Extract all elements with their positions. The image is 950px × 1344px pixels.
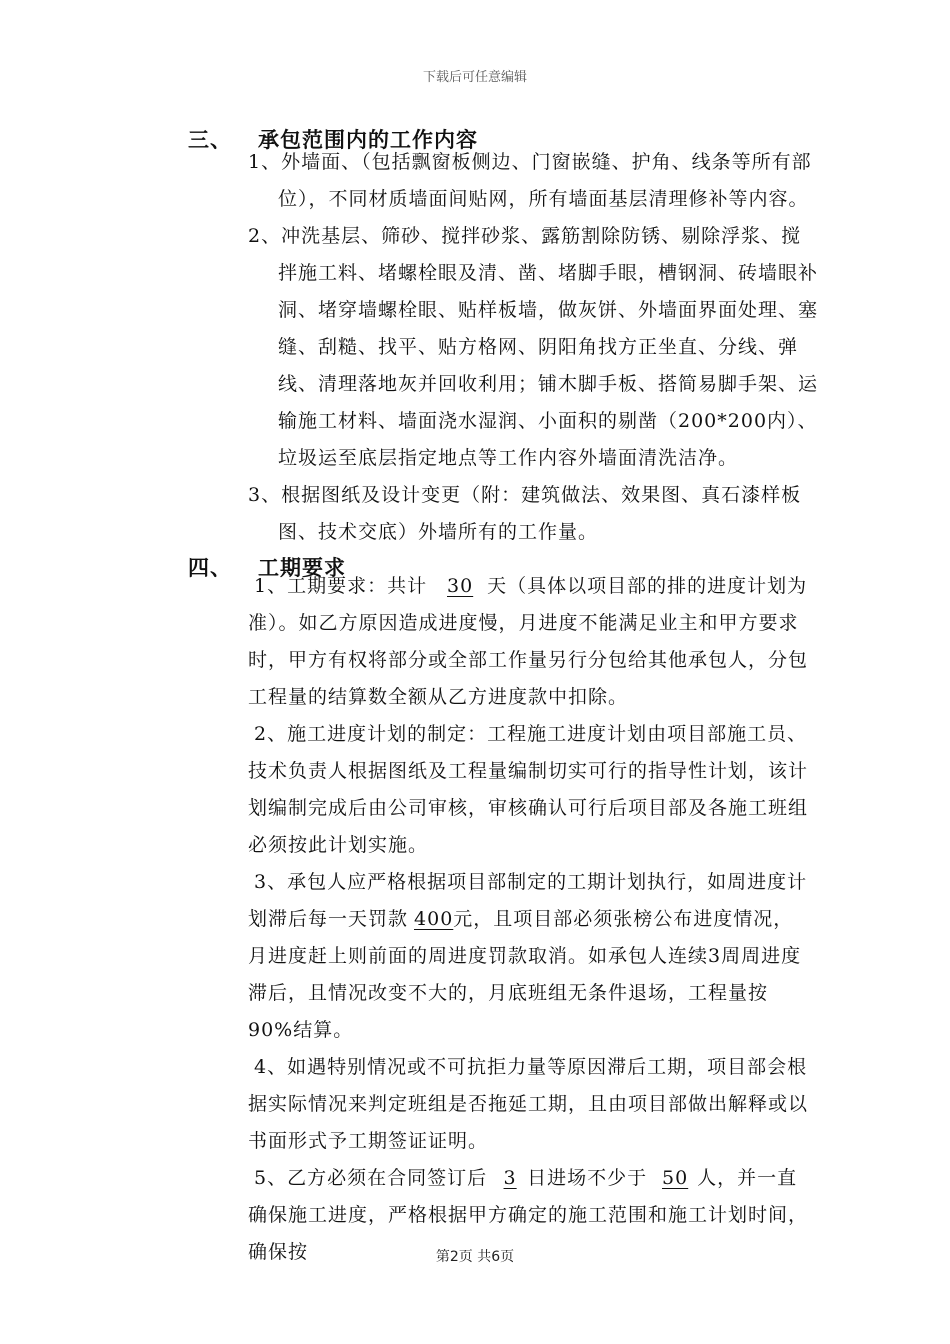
- section-3-number: 三、: [188, 128, 232, 152]
- p1-text-after: 天（具体以项目部的排的进度计划为准）。如乙方原因造成进度慢，月进度不能满足业主和甲方要求时，甲方有权将部分或全部工作量另行分包给其他承包人，分包工程量的结算数全额从乙方进度款中扣除。: [248, 575, 809, 708]
- section-4-body: [248, 568, 810, 1271]
- page-header: 下载后可任意编辑: [422, 70, 527, 85]
- p5-text-before: 5、乙方必须在合同签订后: [254, 1167, 488, 1189]
- section-3-item-1: 1、外墙面、（包括飘窗板侧边、门窗嵌缝、护角、线条等所有部位），不同材质墙面间贴网，所有墙面基层清理修补等内容。: [248, 151, 812, 210]
- section-3-title: 承包范围内的工作内容: [258, 128, 478, 152]
- schedule-paragraph-2: 2、施工进度计划的制定：工程施工进度计划由项目部施工员、技术负责人根据图纸及工程量编制切实可行的指导性计划，该计划编制完成后由公司审核，审核确认可行后项目部及各施工班组必须按此计划实施。: [248, 723, 809, 856]
- duration-days-value: 30: [447, 575, 474, 597]
- daily-fine-value: 400: [414, 908, 454, 930]
- page-footer: 第2页 共6页: [435, 1249, 515, 1265]
- section-4-title: 工期要求: [258, 556, 346, 580]
- section-3-item-3: 3、根据图纸及设计变更（附：建筑做法、效果图、真石漆样板图、技术交底）外墙所有的工作量。: [248, 484, 802, 543]
- section-3-list: [248, 144, 820, 551]
- schedule-paragraph-1: [248, 568, 810, 716]
- section-3-item-2: 2、冲洗基层、筛砂、搅拌砂浆、露筋割除防锈、剔除浮浆、搅拌施工料、堵螺栓眼及清、凿、堵脚手眼，槽钢洞、砖墙眼补洞、堵穿墙螺栓眼、贴样板墙，做灰饼、外墙面界面处理、塞缝、刮糙、找平、贴方格网、阴阳角找方正坐直、分线、弹线、清理落地灰并回收利用；铺木脚手板、搭简易脚手架、运输施工材料、墙面浇水湿润、小面积的剔凿（200*200内）、垃圾运至底层指定地点等工作内容外墙面清洗洁净。: [248, 225, 819, 469]
- p3-text-before: 3、承包人应严格根据项目部制定的工期计划执行，如周进度计划滞后每一天罚款: [248, 871, 808, 930]
- p3-text-after: 元，且项目部必须张榜公布进度情况，月进度赶上则前面的周进度罚款取消。如承包人连续3周周进度滞后，且情况改变不大的，月底班组无条件退场，工程量按90%结算。: [248, 908, 802, 1041]
- section-4-number: 四、: [188, 556, 232, 580]
- entry-days-value: 3: [503, 1167, 517, 1189]
- p5-text-mid: 日进场不少于: [527, 1167, 648, 1189]
- schedule-paragraph-3: [248, 864, 810, 1049]
- schedule-paragraph-4: 4、如遇特别情况或不可抗拒力量等原因滞后工期，项目部会根据实际情况来判定班组是否拖延工期，且由项目部做出解释或以书面形式予工期签证证明。: [248, 1056, 809, 1152]
- workers-count-value: 50: [662, 1167, 689, 1189]
- p1-text-before: 1、工期要求：共计: [254, 575, 428, 597]
- p5-text-after: 人，并一直确保施工进度，严格根据甲方确定的施工范围和施工计划时间，确保按: [248, 1167, 809, 1263]
